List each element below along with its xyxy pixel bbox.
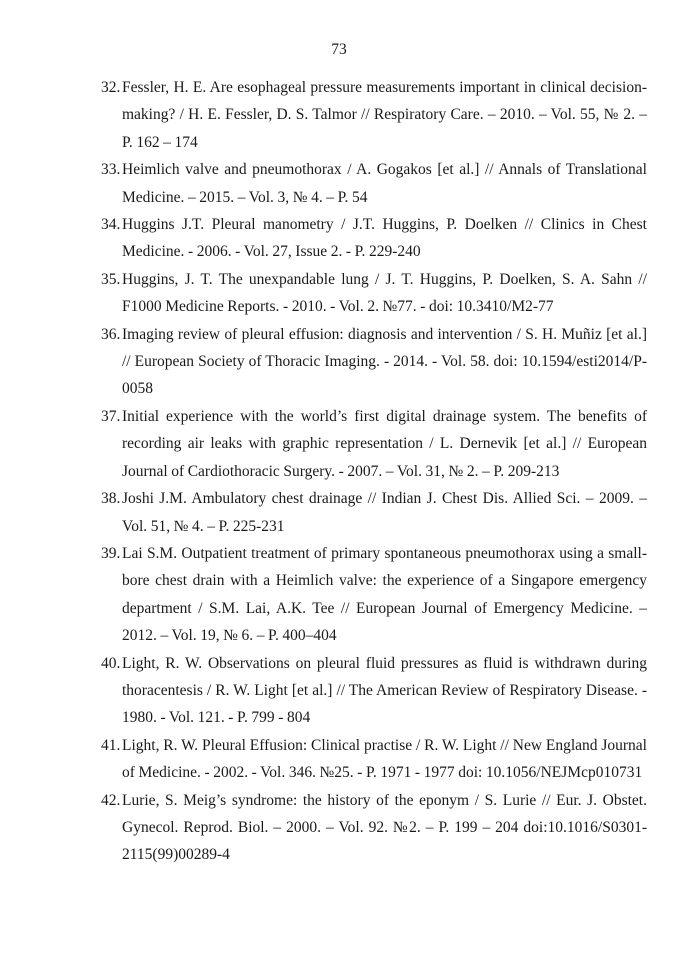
reference-text: Lai S.M. Outpatient treatment of primary spontaneous pneumothorax using a small-bore chest drain with a Heimlich valve: the experience of a Singapore emergency department / S.M. Lai, A.K. Tee // European Journal of Emergency Medicine. – 2012. – Vol. 19, № 6. – P. 400–404 — [122, 544, 647, 645]
reference-number: 35. — [101, 270, 121, 288]
reference-number: 37. — [101, 407, 121, 425]
reference-item-35 — [101, 266, 647, 321]
reference-text: Light, R. W. Pleural Effusion: Clinical practise / R. W. Light // New England Journal of Medicine. - 2002. - Vol. 346. №25. - P. 1971 - 1977 doi: 10.1056/NEJMcp010731 — [122, 736, 647, 782]
reference-text: Imaging review of pleural effusion: diagnosis and intervention / S. H. Muñiz [et al.] // European Society of Thoracic Imaging. - 2014. - Vol. 58. doi: 10.1594/esti2014/P-0058 — [122, 325, 647, 398]
reference-text: Lurie, S. Meig’s syndrome: the history of the eponym / S. Lurie // Eur. J. Obstet. Gynecol. Reprod. Biol. – 2000. – Vol. 92. №2. – P. 199 – 204 doi:10.1016/S0301-2115(99)00289-4 — [122, 791, 647, 864]
reference-item-32 — [101, 74, 647, 156]
reference-number: 42. — [101, 791, 121, 809]
reference-number: 33. — [101, 161, 121, 179]
reference-number: 32. — [101, 79, 121, 96]
reference-number: 39. — [101, 544, 121, 562]
reference-number: 38. — [101, 490, 121, 508]
reference-text: Light, R. W. Observations on pleural fluid pressures as fluid is withdrawn during thoracentesis / R. W. Light [et al.] // The American Review of Respiratory Disease. - 1980. - Vol. 121. - P. 799 - 804 — [122, 654, 647, 727]
reference-text: Joshi J.M. Ambulatory chest drainage // Indian J. Chest Dis. Allied Sci. – 2009. – Vol. 51, № 4. – P. 225-231 — [122, 490, 647, 535]
reference-item-38 — [101, 485, 647, 540]
reference-item-42 — [101, 787, 647, 869]
reference-number: 40. — [101, 654, 121, 672]
page-number: 73 — [331, 41, 347, 58]
reference-item-37 — [101, 403, 647, 485]
reference-text: Initial experience with the world’s first digital drainage system. The benefits of recording air leaks with graphic representation / L. Dernevik [et al.] // European Journal of Cardiothoracic Surgery. - 2007. – Vol. 31, № 2. – P. 209-213 — [122, 407, 647, 480]
reference-item-39 — [101, 540, 647, 650]
reference-text: Heimlich valve and pneumothorax / A. Gogakos [et al.] // Annals of Translational Medicine. – 2015. – Vol. 3, № 4. – P. 54 — [122, 161, 647, 206]
reference-number: 41. — [101, 736, 121, 754]
reference-item-40 — [101, 650, 647, 732]
reference-text: Fessler, H. E. Are esophageal pressure measurements important in clinical decision-making? / H. E. Fessler, D. S. Talmor // Respiratory Care. – 2010. – Vol. 55, № 2. – P. 162 – 174 — [122, 79, 647, 151]
reference-item-34 — [101, 211, 647, 266]
reference-number: 34. — [101, 216, 121, 234]
reference-text: Huggins J.T. Pleural manometry / J.T. Huggins, P. Doelken // Clinics in Chest Medicine. - 2006. - Vol. 27, Issue 2. - P. 229-240 — [122, 216, 647, 261]
reference-list — [101, 74, 647, 869]
reference-item-33 — [101, 156, 647, 211]
reference-item-41 — [101, 732, 647, 787]
reference-text: Huggins, J. T. The unexpandable lung / J. T. Huggins, P. Doelken, S. A. Sahn // F1000 Medicine Reports. - 2010. - Vol. 2. №77. - doi: 10.3410/M2-77 — [122, 270, 647, 316]
reference-number: 36. — [101, 325, 121, 343]
reference-item-36 — [101, 321, 647, 403]
